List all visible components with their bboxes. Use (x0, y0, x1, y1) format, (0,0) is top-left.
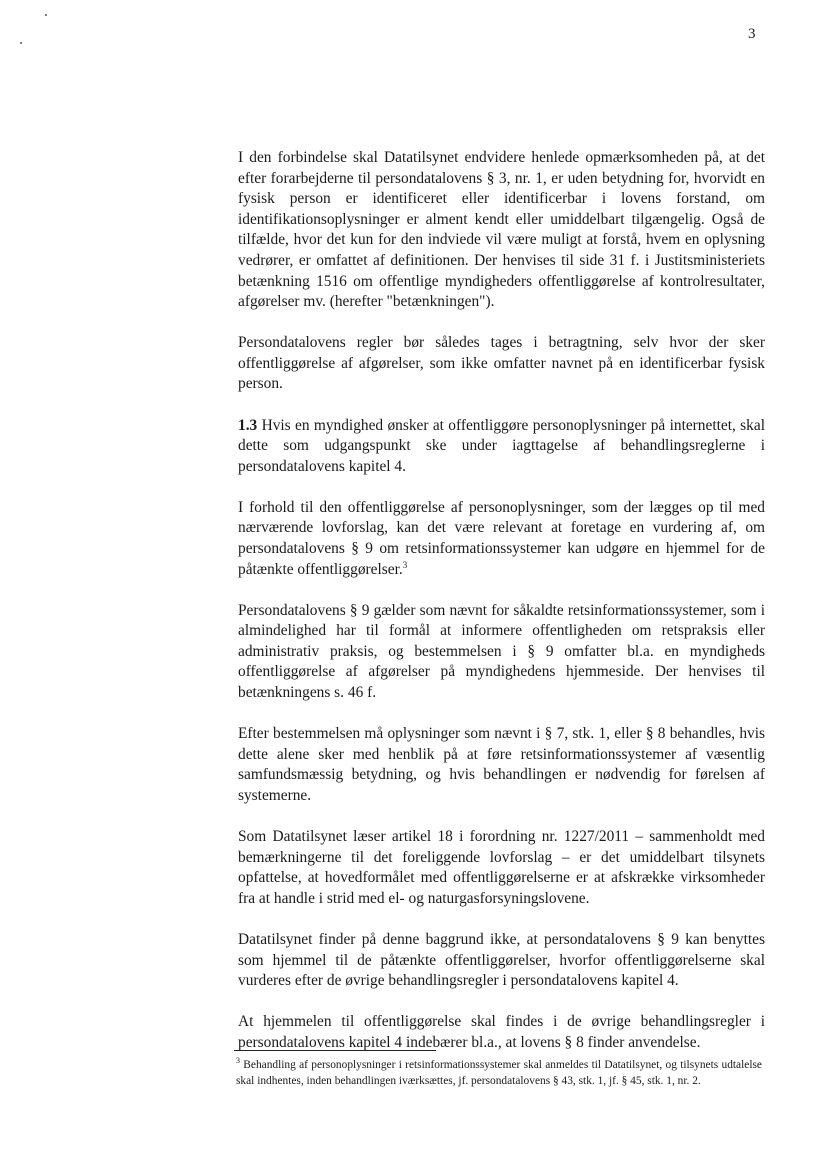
scan-speck-2 (20, 42, 22, 44)
scan-speck-1 (45, 14, 47, 16)
footnote-reference[interactable]: 3 (402, 559, 408, 570)
paragraph-5: Persondatalovens § 9 gælder som nævnt for såkaldte retsinformationssystemer, som i almindelighed har til formål at informere offentligheden om retspraksis eller administrativ praksis, og bestemmelsen i § 9 omfatter bl.a. en myndigheds offentliggørelse af afgørelser på myndighedens hjemmeside. Der henvises til betænkningens s. 46 f. (238, 601, 765, 702)
page-number: 3 (748, 26, 756, 42)
paragraph-6: Efter bestemmelsen må oplysninger som nævnt i § 7, stk. 1, eller § 8 behandles, hvis dette alene sker med henblik på at føre retsinformationssystemer af væsentlig samfundsmæssig betydning, og hvis behandlingen er nødvendig for førelsen af systemerne. (238, 725, 765, 804)
paragraph-8: Datatilsynet finder på denne baggrund ikke, at persondatalovens § 9 kan benyttes som hjemmel til de påtænkte offentliggørelser, hvorfor offentliggørelserne skal vurderes efter de øvrige behandlingsregler i persondatalovens kapitel 4. (238, 930, 765, 990)
footnote-divider (234, 1050, 436, 1051)
footnote-marker: 3 (236, 1056, 240, 1065)
paragraph-7: Som Datatilsynet læser artikel 18 i forordning nr. 1227/2011 – sammenholdt med bemærkningerne til det foreliggende lovforslag – er det umiddelbart tilsynets opfattelse, at hovedformålet med offentliggørelserne er at afskrække virksomheder fra at handle i strid med el- og naturgasforsyningslovene. (238, 828, 765, 907)
body-text (238, 148, 765, 1074)
footnote (236, 1058, 762, 1090)
section-number: 1.3 (238, 416, 258, 434)
paragraph-9: At hjemmelen til offentliggørelse skal findes i de øvrige behandlingsregler i persondatalovens kapitel 4 indebærer bl.a., at lovens § 8 finder anvendelse. (238, 1013, 765, 1051)
paragraph-4: I forhold til den offentliggørelse af personoplysninger, som der lægges op til med nærværende lovforslag, kan det være relevant at foretage en vurdering af, om persondatalovens § 9 om retsinformationssystemer kan udgøre en hjemmel for de påtænkte offentliggørelser.$^3$ (238, 498, 765, 578)
paragraph-2: Persondatalovens regler bør således tages i betragtning, selv hvor der sker offentliggørelse af afgørelser, som ikke omfatter navnet på en identificerbar fysisk person. (238, 334, 765, 393)
paragraph-1: I den forbindelse skal Datatilsynet endvidere henlede opmærksomheden på, at det efter forarbejderne til persondatalovens § 3, nr. 1, er uden betydning for, hvorvidt en fysisk person er identificeret eller identificerbar i lovens forstand, om identifikationsoplysninger er alment kendt eller umiddelbart tilgængelig. Også de tilfælde, hvor det kun for den indviede vil være muligt at forstå, hvem en oplysning vedrører, er omfattet af definitionen. Der henvises til side 31 f. i Justitsministeriets betænkning 1516 om offentlige myndigheders offentliggørelse af kontrolresultater, afgørelser mv. (herefter "betænkningen"). (238, 149, 765, 311)
footnote-text: Behandling af personoplysninger i retsinformationssystemer skal anmeldes til Datatilsynet, og tilsynets udtalelse skal indhentes, inden behandlingen iværksættes, jf. persondatalovens § 43, stk. 1, jf. § 45, stk. 1, nr. 2. (236, 1059, 762, 1087)
paragraph-3: 1.3 Hvis en myndighed ønsker at offentliggøre personoplysninger på internettet, skal dette som udgangspunkt ske under iagttagelse af behandlingsreglerne i persondatalovens kapitel 4. (238, 416, 765, 475)
